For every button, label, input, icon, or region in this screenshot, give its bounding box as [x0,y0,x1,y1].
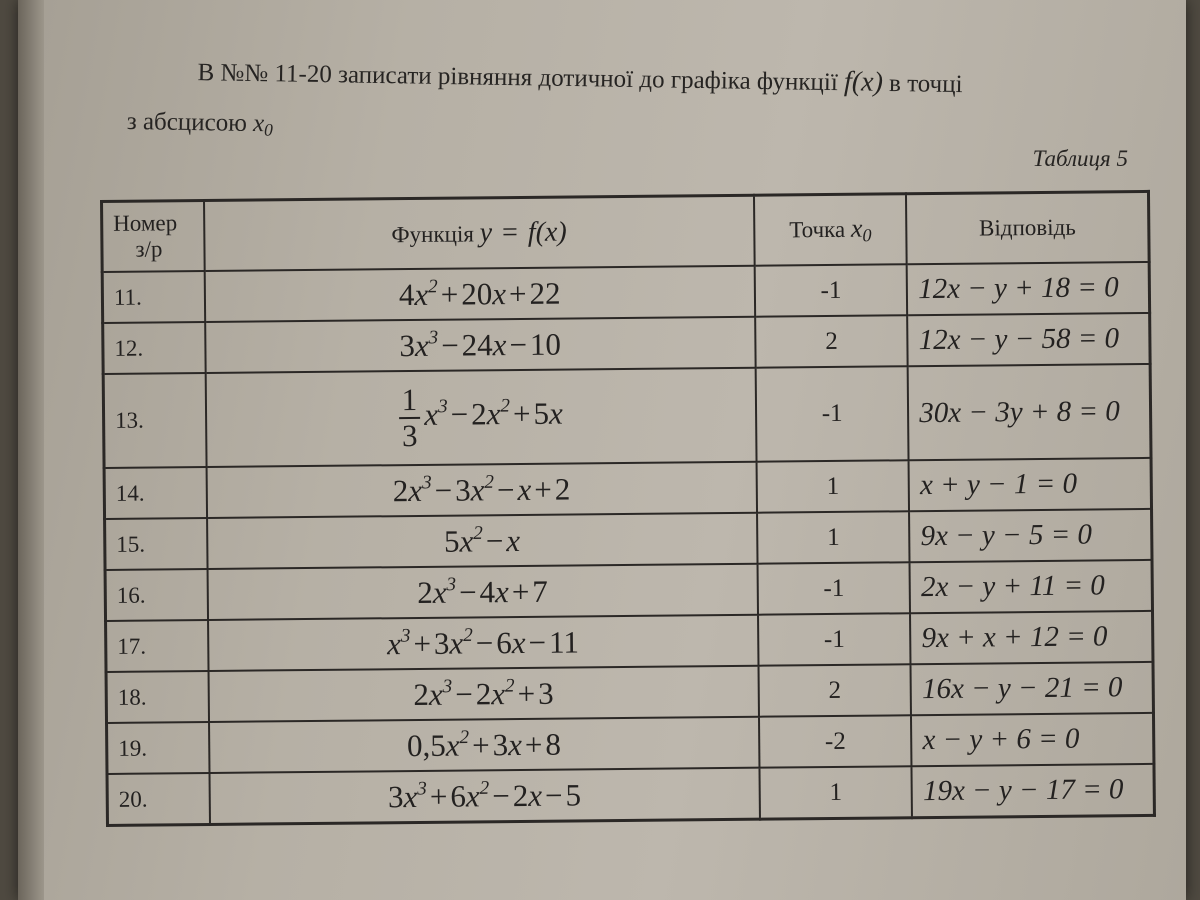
table-header-row [102,191,1150,272]
header-function: Функція y = f(x) [204,195,755,271]
row-function: $3x^3+6x^2-2x-5$ [209,768,760,825]
row-function: $2x^3-4x+7$ [207,564,758,620]
table-row [103,364,1151,468]
fraction: $\frac{1}{3}$ [399,383,421,453]
row-function: $4x^2+20x+22$ [204,266,755,322]
row-number: 19. [107,722,210,774]
row-answer: 12x − y − 58 = 0 [907,313,1150,366]
row-number: 20. [107,773,210,825]
row-point-x0: 2 [758,664,911,716]
row-point-x0: -1 [755,264,908,316]
tangent-table-wrapper [100,190,1156,827]
header-answer: Відповідь [906,191,1149,264]
row-function: $2x^3-3x^2-x+2$ [206,462,757,518]
row-function: $2x^3-2x^2+3$ [208,666,759,722]
row-function: $0,5x^2+3x+8$ [209,717,760,773]
tangent-table [100,190,1156,827]
row-answer: 2x − y + 11 = 0 [910,560,1153,613]
row-point-x0: -1 [756,366,909,461]
row-point-x0: 2 [755,315,908,367]
row-answer: 19x − y − 17 = 0 [912,764,1155,818]
task-suffix: в точці [888,69,963,99]
row-number: 12. [103,322,206,374]
row-function: $5x^2-x$ [207,513,758,569]
row-function: $\frac{1}{3}$ $x^3-2x^2+5x$ [205,368,756,467]
row-point-x0: 1 [759,766,912,819]
row-answer: 9x − y − 5 = 0 [909,509,1152,562]
row-number: 14. [104,467,207,519]
book-page [18,0,1186,900]
task-prefix: В №№ 11-20 записати рівняння дотичної до графіка функції [197,59,838,97]
task-abscissa-text: з абсцисою [126,107,248,137]
task-function-f: f(x) [843,66,884,98]
row-answer: x + y − 1 = 0 [909,458,1152,511]
row-number: 18. [106,671,209,723]
header-number: Номер з/р [102,201,205,272]
row-number: 15. [105,518,208,570]
row-point-x0: -2 [759,715,912,767]
row-function: $3x^3-24x-10$ [205,317,756,373]
row-number: 16. [105,569,208,621]
row-number: 11. [102,271,205,323]
row-point-x0: 1 [757,511,910,563]
row-point-x0: -1 [758,613,911,665]
header-point: Точка $x_0$ [754,194,907,266]
task-x0: $x_0$ [252,109,274,140]
row-number: 17. [106,620,209,672]
row-answer: 16x − y − 21 = 0 [911,662,1154,715]
row-function: $x^3+3x^2-6x-11$ [208,615,759,671]
row-point-x0: -1 [757,562,910,614]
page-binding-edge [18,0,44,900]
row-point-x0: 1 [756,460,909,512]
row-answer: x − y + 6 = 0 [911,713,1154,766]
row-answer: 9x + x + 12 = 0 [910,611,1153,664]
table-caption: Таблиця 5 [1032,146,1128,171]
row-answer: 30x − 3y + 8 = 0 [908,364,1151,460]
row-answer: 12x − y + 18 = 0 [907,262,1150,315]
row-number: 13. [103,373,206,468]
table-row [107,764,1154,826]
